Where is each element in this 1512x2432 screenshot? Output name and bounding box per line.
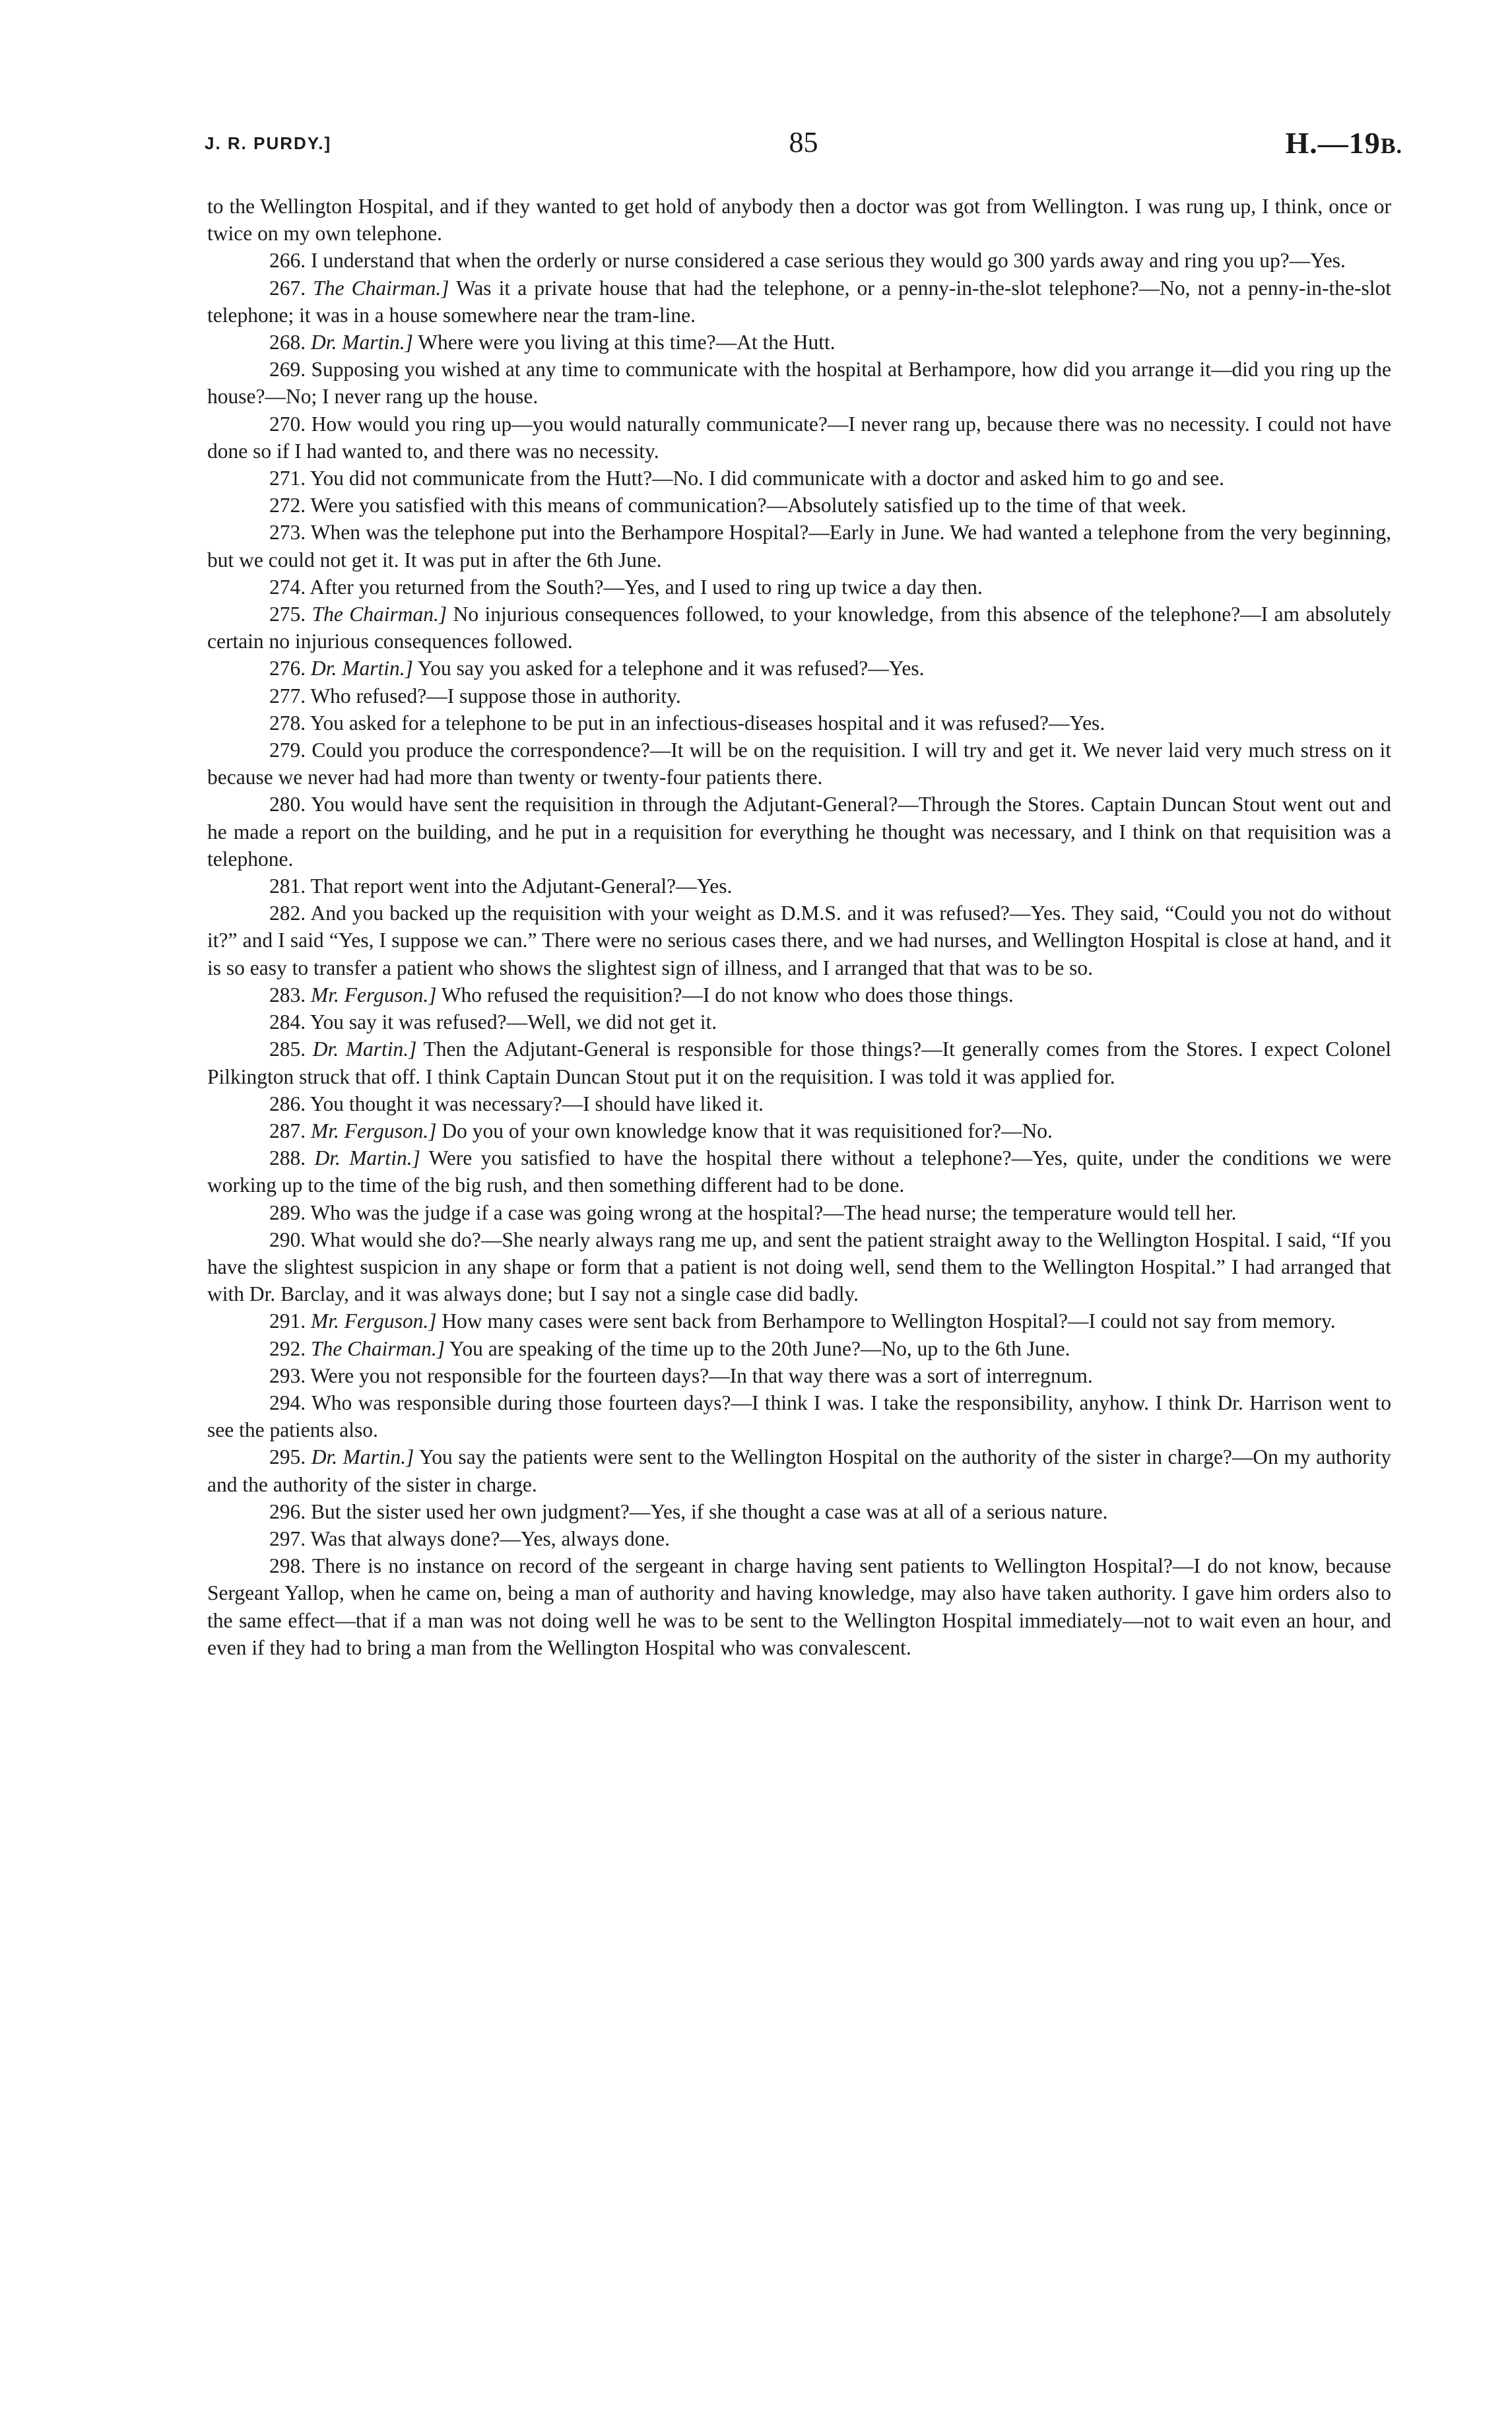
question-paragraph [207,465,1391,492]
paragraph-text: After you returned from the South?—Yes, and I used to ring up twice a day then. [310,575,983,599]
question-paragraph [207,655,1391,682]
question-number: 270. [269,412,306,436]
question-number: 281. [269,874,306,898]
paragraph-text: But the sister used her own judgment?—Yes, if she thought a case was at all of a serious nature. [311,1499,1108,1523]
page-number: 85 [789,126,818,158]
witness-name: J. R. PURDY.] [205,133,332,153]
question-paragraph [207,1362,1391,1389]
question-paragraph [207,1552,1391,1661]
question-paragraph [207,1389,1391,1443]
question-paragraph [207,275,1391,329]
paragraph-text: You would have sent the requisition in through the Adjutant-General?—Through the Stores. Captain Duncan Stout went out and he made a report on the building, and he put in a requisition for everything he thought was necessary, and I think on that requisition was a telephone. [207,793,1391,871]
paragraph-text: Was that always done?—Yes, always done. [310,1527,670,1550]
paragraph-text: Who refused?—I suppose those in authority. [310,684,681,707]
speaker-label: The Chairman.] [312,603,447,626]
question-paragraph [207,1443,1391,1497]
question-paragraph [207,709,1391,737]
paragraph-text: No injurious consequences followed, to your knowledge, from this absence of the telephone?—I am absolutely certain no injurious consequences followed. [207,603,1392,653]
paragraph-text: You say you asked for a telephone and it was refused?—Yes. [417,657,925,680]
question-number: 284. [269,1010,306,1034]
paragraph-text: Was it a private house that had the telephone, or a penny-in-the-slot telephone?—No, not a penny-in-the-slot telephone; it was in a house somewhere near the tram-line. [207,276,1391,327]
question-number: 290. [269,1228,306,1251]
question-number: 275. [269,603,306,626]
paragraph-text: to the Wellington Hospital, and if they wanted to get hold of anybody then a doctor was got from Wellington. I was rung up, I think, once or twice on my own telephone. [207,195,1391,246]
paragraph-text: Could you produce the correspondence?—It will be on the requisition. I will try and get it. We never laid very much stress on it because we never had had more than twenty or twenty-four patients there. [207,739,1392,789]
question-paragraph [207,519,1391,573]
question-paragraph [207,1090,1391,1117]
question-number: 288. [269,1146,306,1170]
question-number: 289. [269,1200,306,1224]
question-paragraph [207,1199,1391,1226]
question-number: 274. [269,575,306,599]
question-paragraph [207,247,1391,274]
paragraph-text: Supposing you wished at any time to communicate with the hospital at Berhampore, how did you arrange it—did you ring up the house?—No; I never rang up the house. [207,358,1392,409]
question-number: 279. [269,739,306,762]
question-paragraph [207,981,1391,1008]
parliamentary-paper-reference [1286,125,1402,160]
paper-ref-suffix: B. [1380,134,1402,158]
question-paragraph [207,601,1391,655]
speaker-label: Mr. Ferguson.] [311,1309,437,1333]
paragraph-text: Where were you living at this time?—At the Hutt. [418,331,836,354]
paper-ref-main: H.—19 [1285,126,1381,160]
question-paragraph [207,1335,1391,1362]
paragraph-text: Do you of your own knowledge know that it was requisitioned for?—No. [442,1119,1053,1142]
paragraph-text: You say it was refused?—Well, we did not get it. [310,1010,717,1034]
question-paragraph [207,411,1391,465]
speaker-label: Dr. Martin.] [311,1445,414,1469]
paragraph-text: And you backed up the requisition with your weight as D.M.S. and it was refused?—Yes. They said, “Could you not do without it?” and I said “Yes, I suppose we can.” There were no serious cases there, and we had nurses, and Wellington Hospital is close at hand, and it is so easy to transfer a patient who shows the slightest sign of illness, and I arranged that that was to be so. [207,902,1391,979]
question-number: 283. [269,983,306,1006]
question-number: 267. [269,276,306,300]
question-paragraph [207,1117,1391,1144]
question-paragraph [207,872,1391,900]
question-number: 269. [269,358,306,381]
question-number: 271. [269,467,306,490]
question-number: 273. [269,521,306,544]
paragraph-text: Were you satisfied with this means of communication?—Absolutely satisfied up to the time of that week. [310,494,1187,517]
speaker-label: Dr. Martin.] [311,331,413,354]
paragraph-text: How would you ring up—you would naturally communicate?—I never rang up, because there was no necessity. I could not have done so if I had wanted to, and there was no necessity. [207,412,1391,463]
question-number: 287. [269,1119,306,1142]
question-paragraph [207,1144,1391,1199]
paragraph-text: You thought it was necessary?—I should have liked it. [310,1092,764,1115]
question-number: 291. [269,1309,306,1333]
paragraph-text: Who refused the requisition?—I do not know who does those things. [441,983,1014,1006]
question-paragraph [207,791,1391,872]
speaker-label: Dr. Martin.] [312,1037,417,1061]
question-number: 272. [269,494,306,517]
paragraph-text: That report went into the Adjutant-General?—Yes. [310,874,733,898]
paragraph-text: Who was responsible during those fourteen days?—I think I was. I take the responsibility, anyhow. I think Dr. Harrison went to see the patients also. [207,1391,1392,1442]
question-number: 278. [269,711,306,735]
paragraph-text: When was the telephone put into the Berhampore Hospital?—Early in June. We had wanted a telephone from the very beginning, but we could not get it. It was put in after the 6th June. [207,521,1391,572]
question-paragraph [207,492,1391,519]
paragraph-text: Then the Adjutant-General is responsible for those things?—It generally comes from the Stores. I expect Colonel Pilkington struck that off. I think Captain Duncan Stout put it on the requisition. I was told it was applied for. [207,1037,1391,1088]
question-number: 268. [269,331,306,354]
paragraph-text: You asked for a telephone to be put in an infectious-diseases hospital and it was refused?—Yes. [310,711,1105,735]
question-number: 296. [269,1499,306,1523]
question-number: 280. [269,793,306,816]
paragraph-text: You did not communicate from the Hutt?—No. I did communicate with a doctor and asked him to go and see. [310,467,1224,490]
continuation-paragraph [207,193,1391,247]
question-paragraph [207,1226,1391,1308]
question-paragraph [207,574,1391,601]
question-paragraph [207,1008,1391,1035]
paragraph-text: How many cases were sent back from Berhampore to Wellington Hospital?—I could not say from memory. [442,1309,1336,1333]
paragraph-text: You are speaking of the time up to the 20th June?—No, up to the 6th June. [449,1336,1070,1360]
speaker-label: The Chairman.] [313,276,449,300]
question-number: 298. [269,1554,306,1578]
question-number: 295. [269,1445,306,1469]
question-number: 266. [269,249,306,273]
speaker-label: Mr. Ferguson.] [311,1119,437,1142]
testimony-body [207,193,1391,1661]
question-number: 292. [269,1336,306,1360]
page-header [205,125,1402,172]
question-paragraph [207,682,1391,709]
speaker-label: Dr. Martin.] [311,657,413,680]
paragraph-text: There is no instance on record of the sergeant in charge having sent patients to Wellington Hospital?—I do not know, because Sergeant Yallop, when he came on, being a man of authority and having knowledge, may also have taken authority. I gave him orders also to the same effect—that if a man was not doing well he was to be sent to the Wellington Hospital immediately—not to wait even an hour, and even if they had to bring a man from the Wellington Hospital who was convalescent. [207,1554,1391,1659]
question-number: 297. [269,1527,306,1550]
question-paragraph [207,1307,1391,1334]
question-paragraph [207,737,1391,791]
paragraph-text: I understand that when the orderly or nurse considered a case serious they would go 300 yards away and ring you up?—Yes. [311,249,1346,273]
speaker-label: Dr. Martin.] [314,1146,420,1170]
question-paragraph [207,1525,1391,1552]
question-number: 276. [269,657,306,680]
question-paragraph [207,1035,1391,1090]
question-number: 286. [269,1092,306,1115]
question-paragraph [207,1498,1391,1525]
question-number: 293. [269,1364,306,1387]
paragraph-text: Who was the judge if a case was going wrong at the hospital?—The head nurse; the temperature would tell her. [310,1200,1237,1224]
question-number: 294. [269,1391,306,1414]
question-number: 277. [269,684,306,707]
paragraph-text: What would she do?—She nearly always rang me up, and sent the patient straight away to the Wellington Hospital. I said, “If you have the slightest suspicion in any shape or form that a patient is not doing well, send them to the Wellington Hospital.” I had arranged that with Dr. Barclay, and it was always done; but I say not a single case did badly. [207,1228,1391,1306]
paragraph-text: Were you not responsible for the fourteen days?—In that way there was a sort of interregnum. [310,1364,1093,1387]
speaker-label: Mr. Ferguson.] [311,983,437,1006]
question-paragraph [207,900,1391,981]
paragraph-text: You say the patients were sent to the Wellington Hospital on the authority of the sister in charge?—On my authority and the authority of the sister in charge. [207,1445,1392,1496]
paragraph-text: Were you satisfied to have the hospital there without a telephone?—Yes, quite, under the conditions we were working up to the time of the big rush, and then something different had to be done. [207,1146,1391,1197]
question-paragraph [207,329,1391,356]
question-paragraph [207,356,1391,410]
question-number: 285. [269,1037,306,1061]
question-number: 282. [269,902,306,925]
speaker-label: The Chairman.] [311,1336,445,1360]
